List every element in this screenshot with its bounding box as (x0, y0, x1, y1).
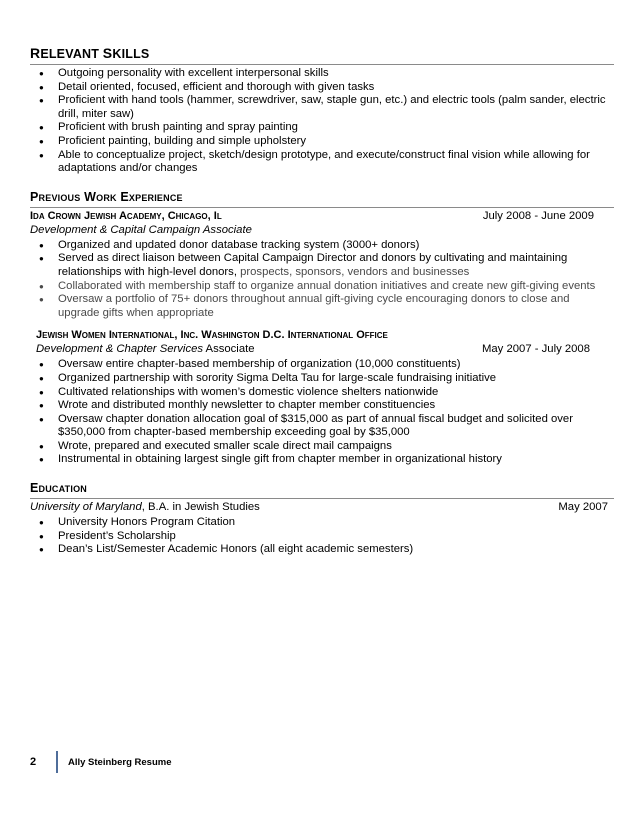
list-item: ● Instrumental in obtaining largest single gift from chapter member in organizational history (30, 453, 614, 467)
list-item: ● Organized partnership with sorority Sigma Delta Tau for large-scale fundraising initiative (30, 372, 614, 386)
page-footer (30, 752, 171, 772)
list-item: ● President’s Scholarship (30, 530, 614, 544)
education-header (30, 500, 614, 514)
job-organization: Jewish Women International, Inc. Washington D.C. International Office (36, 329, 388, 342)
job-header (30, 328, 614, 342)
page-number: 2 (30, 756, 37, 768)
list-item: ● Oversaw chapter donation allocation goal of $315,000 as part of annual fiscal budget and solicited over $350,000 from chapter-based membership exceeding goal by $35,000 (30, 413, 614, 440)
job-role: Development & Chapter Services Associate (36, 343, 255, 356)
education-bullets (30, 516, 614, 557)
list-item: ● Oversaw entire chapter-based membership of organization (10,000 constituents) (30, 358, 614, 372)
section-heading-education: Education (30, 479, 614, 499)
list-item: ● Served as direct liaison between Capital Campaign Director and donors by cultivating and maintaining relationships with high-level donors, prospects, sponsors, vendors and businesses (30, 252, 614, 279)
job-role: Development & Capital Campaign Associate (30, 223, 252, 236)
job-header (30, 209, 614, 223)
job-role-row (30, 342, 614, 356)
skills-list (30, 67, 614, 176)
list-item: ● Proficient with hand tools (hammer, screwdriver, saw, staple gun, etc.) and electric tools (palm sander, electric drill, miter saw) (30, 94, 614, 121)
list-item: ● Detail oriented, focused, efficient and thorough with given tasks (30, 81, 614, 95)
job-organization: Ida Crown Jewish Academy, Chicago, Il (30, 209, 222, 222)
list-item: ● Proficient with brush painting and spray painting (30, 121, 614, 135)
list-item: ● Able to conceptualize project, sketch/design prototype, and execute/construct final vision while allowing for adaptations and/or changes (30, 149, 614, 176)
list-item: ● Wrote, prepared and executed smaller scale direct mail campaigns (30, 440, 614, 454)
education-degree: University of Maryland, B.A. in Jewish Studies (30, 501, 260, 514)
job-bullets (30, 358, 614, 467)
job-dates: May 2007 - July 2008 (481, 343, 590, 356)
list-item: ● Wrote and distributed monthly newsletter to chapter member constituencies (30, 399, 614, 413)
section-heading-work: Previous Work Experience (30, 188, 614, 208)
list-item: ● Outgoing personality with excellent interpersonal skills (30, 67, 614, 81)
list-item: ● Organized and updated donor database tracking system (3000+ donors) (30, 239, 614, 253)
list-item: ● Dean’s List/Semester Academic Honors (all eight academic semesters) (30, 543, 614, 557)
list-item: ● Cultivated relationships with women’s domestic violence shelters nationwide (30, 386, 614, 400)
list-item: ● Collaborated with membership staff to organize annual donation initiatives and create new gift-giving events (30, 280, 614, 294)
job-bullets (30, 239, 614, 321)
job-dates: July 2008 - June 2009 (482, 209, 594, 222)
section-heading-skills: RELEVANT SKILLS (30, 44, 614, 65)
footer-divider (56, 751, 58, 773)
resume-page (30, 44, 614, 557)
education-date: May 2007 (558, 501, 608, 514)
list-item: ● Oversaw a portfolio of 75+ donors throughout annual gift-giving cycle encouraging donors to close and upgrade gifts when appropriate (30, 293, 614, 320)
footer-title: Ally Steinberg Resume (68, 756, 172, 768)
list-item: ● Proficient painting, building and simple upholstery (30, 135, 614, 149)
list-item: ● University Honors Program Citation (30, 516, 614, 530)
